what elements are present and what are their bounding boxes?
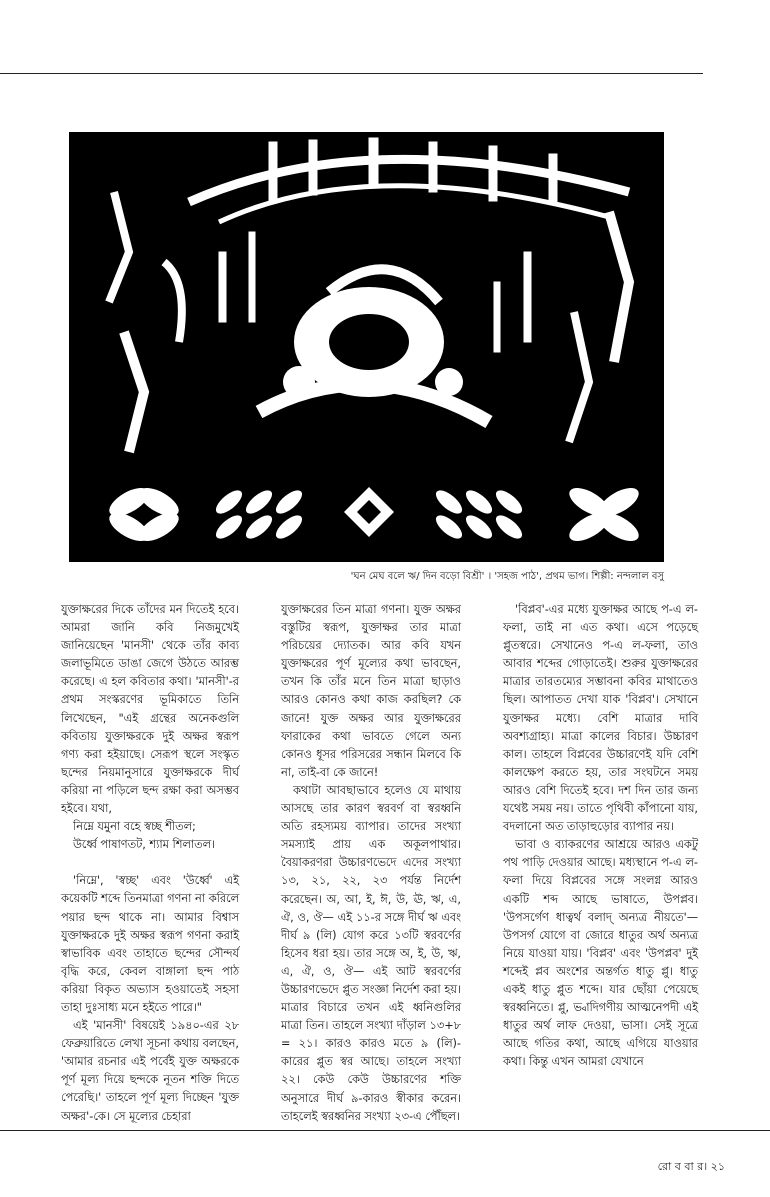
paragraph: যুক্তাক্ষরের দিকে তাঁদের মন দিতেই হবে। আমরা জানি কবি নিজমুখেই জানিয়েছেন 'মানসী' থেকে তাঁর কাব্য জলাভূমিতে ডাঙা জেগে উঠতে আরম্ভ করেছে। এ হল কবিতার কথা। 'মানসী'-র প্রথম সংস্করণের ভূমিকাতে তিনি লিখেছেন, "এই গ্রন্থের অনেকগুলি কবিতায় যুক্তাক্ষরকে দুই অক্ষর স্বরূপ গণ্য করা হইয়াছে। সেরূপ স্থলে সংস্কৃত ছন্দের নিয়মানুসারে যুক্তাক্ষরকে দীর্ঘ করিয়া না পড়িলে ছন্দ রক্ষা করা অসম্ভব হইবে। যথা,	[61, 603, 239, 816]
page-footer: রো ব বা র। ২১	[657, 1160, 725, 1173]
bottom-rule	[0, 1130, 770, 1131]
top-rule	[0, 73, 703, 74]
paragraph: যুক্তাক্ষরের তিন মাত্রা গণনা। যুক্ত অক্ষর বস্তুটির স্বরূপ, যুক্তাক্ষর তার মাত্রা পরিচয়ের দ্যোতক। আর কবি যখন যুক্তাক্ষরের পূর্ণ মূল্যের কথা ভাবছেন, তখন কি তাঁর মনে তিন মাত্রা ছাড়াও আরও কোনও কথা কাজ করছিল? কে জানে! যুক্ত অক্ষর আর যুক্তাক্ষরের ফারাকের কথা ভাবতে গেলে অন্য কোনও ধূসর পরিসরের সন্ধান মিলবে কি না, তাই-বা কে জানে!	[281, 603, 461, 779]
spacer	[61, 854, 239, 872]
paragraph: 'নিম্নে', 'স্বচ্ছ' এবং 'উর্ধ্বে' এই কয়েকটি শব্দে তিনমাত্রা গণনা না করিলে পয়ার ছন্দ থাকে না। আমার বিশ্বাস যুক্তাক্ষরকে দুই অক্ষর স্বরূপ গণনা করাই স্বাভাবিক এবং তাহাতে ছন্দের সৌন্দর্য বৃদ্ধি করে, কেবল বাঙ্গালা ছন্দ পাঠ করিয়া বিকৃত অভ্যাস হওয়াতেই সহসা তাহা দুঃসাধ্য মনে হইতে পারে।"	[61, 874, 239, 1014]
paragraph: 'বিপ্লব'-এর মধ্যে যুক্তাক্ষর আছে প-এ ল-ফলা, তাই না এত কথা। এসে পড়েছে প্লুতস্বরে। সেখানেও প-এ ল-ফলা, তাও আবার শব্দের গোড়াতেই। শুরুর যুক্তাক্ষরের মাত্রার তারতম্যের সম্ভাবনা কবির মাথাতেও ছিল। আপাতত দেখা যাক 'বিপ্লব'। সেখানে যুক্তাক্ষর মধ্যে। বেশি মাত্রার দাবি অবশ্যগ্রাহ্য। মাত্রা কালের বিচার। উচ্চারণ কাল। তাহলে বিপ্লবের উচ্চারণেই যদি বেশি কালক্ষেপ করতে হয়, তার সংঘটনে সময় আরও বেশি দিতেই হবে। দশ দিন তার জন্য যথেষ্ট সময় নয়। তাতে পৃথিবী কাঁপানো যায়, বদলানো অত তাড়াহুড়োর ব্যাপার নয়।	[503, 603, 698, 834]
paragraph: কথাটা আবছাভাবে হলেও যে মাথায় আসছে তার কারণ স্বরবর্ণ বা স্বরধ্বনি অতি রহস্যময় ব্যাপার। তাদের সংখ্যা সমস্যাই প্রায় এক অকূলপাথার। বৈয়াকরণরা উচ্চারণভেদে এদের সংখ্যা ১৩, ২১, ২২, ২৩ পর্যন্ত নির্দেশ করেছেন। অ, আ, ই, ঈ, উ, ঊ, ঋ, এ, ঐ, ও, ঔ— এই ১১-র সঙ্গে দীর্ঘ ঋ এবং দীর্ঘ ৯ (লি) যোগ করে ১৩টি স্বরবর্ণের হিসেব ধরা হয়। তার সঙ্গে অ, ই, উ, ঋ, এ, ঐ, ও, ঔ— এই আট স্বরবর্ণের উচ্চারণভেদে প্লুত সংজ্ঞা নির্দেশ করা হয়। মাত্রার বিচারে তখন এই ধ্বনিগুলির মাত্রা তিন। তাহলে সংখ্যা দাঁড়াল ১৩+৮ = ২১। কারও কারও মতে ৯ (লি)-কারের প্লুত স্বর আছে। তাহলে সংখ্যা ২২। কেউ কেউ উচ্চারণের শক্তি অনুসারে দীর্ঘ ৯-কারও স্বীকার করেন। তাহলেই স্বরধ্বনির সংখ্যা ২৩-এ পৌঁছল।	[281, 783, 461, 1123]
text-column-3	[503, 601, 698, 1071]
illustration-artwork	[69, 132, 664, 562]
image-caption: 'ঘন মেঘ বলে ঋ/ দিন বড়ো বিশ্রী' । 'সহজ পাঠ', প্রথম ভাগ। শিল্পী: নন্দলাল বসু	[350, 571, 664, 582]
paragraph: ভাবা ও ব্যাকরণের আশ্রয়ে আরও একটু পথ পাড়ি দেওয়ার আছে। মধ্যস্থানে প-এ ল-ফলা দিয়ে বিপ্লবের সঙ্গে সংলগ্ন আরও একটি শব্দ আছে ভাষাতে, উপপ্লব। 'উপসর্গেণ ধাত্বর্থ বলাদ্‌ অন্যত্র নীয়তে'— উপসর্গ যোগে বা জোরে ধাতুর অর্থ অন্যত্র নিয়ে যাওয়া যায়। 'বিপ্লব' এবং 'উপপ্লব' দুই শব্দেই প্লব অংশের অন্তর্গত ধাতু প্লু। ধাতু একই ধাতু প্লুত শব্দে। যার ছোঁয়া পেয়েছে স্বরধ্বনিতে। প্লু, ভ্বাদিগণীয় আত্মনেপদী এই ধাতুর অর্থ লাফ দেওয়া, ভাসা। সেই সূত্রে আছে গতির কথা, আছে এগিয়ে যাওয়ার কথা। কিন্তু এখন আমরা যেখানে	[503, 838, 698, 1069]
verse-line: নিম্নে যমুনা বহে স্বচ্ছ শীতল;	[73, 820, 196, 834]
text-column-2	[281, 601, 461, 1126]
verse-line: উর্ধ্বে পাষাণতট, শ্যাম শিলাতল।	[73, 838, 216, 852]
text-column-1	[61, 601, 239, 1126]
paragraph: এই 'মানসী' বিষয়েই ১৯৪০-এর ২৮ ফেব্রুয়ারিতে লেখা সূচনা কথায় বলছেন, 'আমার রচনার এই পর্বেই যুক্ত অক্ষরকে পূর্ণ মূল্য দিয়ে ছন্দকে নূতন শক্তি দিতে পেরেছি।' তাহলে পূর্ণ মূল্য দিচ্ছেন 'যুক্ত অক্ষর'-কে। সে মূল্যের চেহারা	[61, 1019, 239, 1123]
